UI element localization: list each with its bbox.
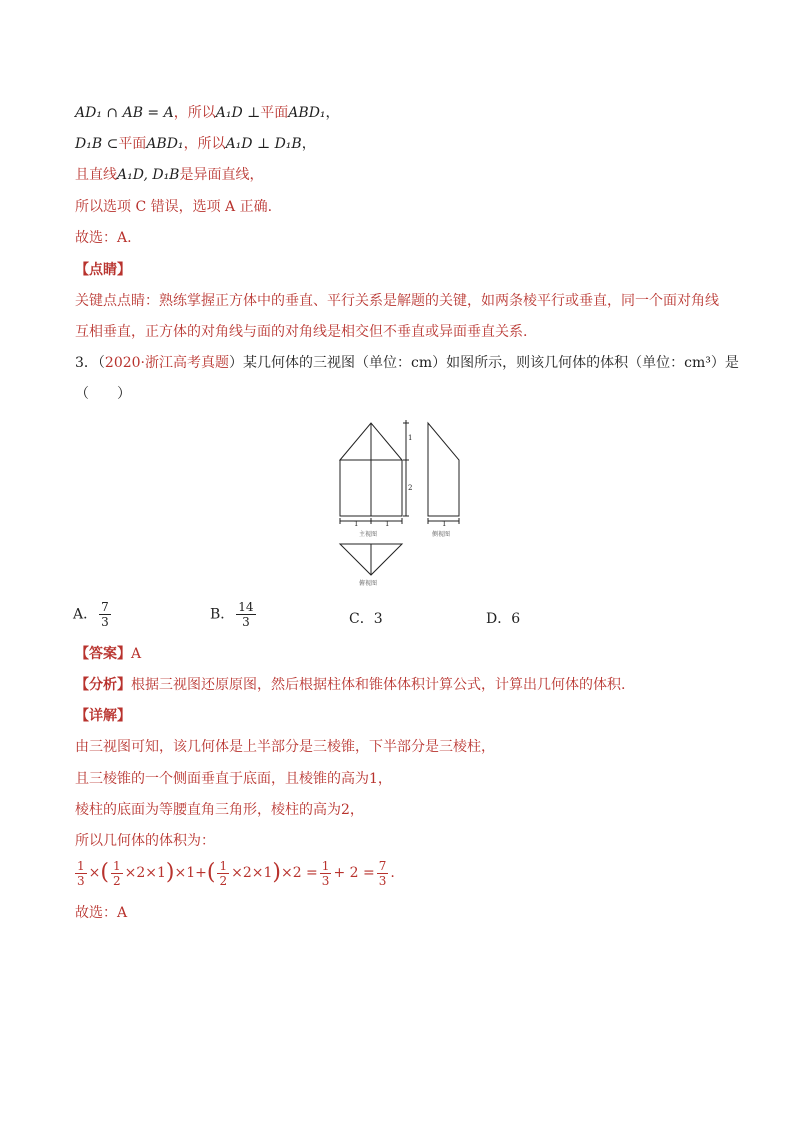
three-view-figure [330, 418, 470, 593]
expr: ×2×1 [124, 865, 166, 881]
paren: ( [100, 860, 109, 885]
math-expr: ABD₁ [146, 136, 184, 152]
side-view [428, 423, 459, 524]
text: 棱柱的底面为等腰直角三角形，棱柱的高为 [75, 802, 341, 818]
numerator: 1 [77, 858, 85, 873]
number: 1 [369, 771, 378, 787]
denominator: 3 [321, 873, 330, 888]
text-line-3 [75, 166, 735, 184]
expr: ×1+ [174, 865, 207, 881]
math-expr: AD₁ ∩ AB = A [75, 105, 174, 121]
math-expr: A₁D ⊥ [215, 105, 261, 121]
text: ，所以 [183, 136, 226, 152]
volume-formula [73, 856, 733, 890]
text: 且直线 [75, 167, 117, 183]
text: 且三棱锥的一个侧面垂直于底面，且棱锥的高为 [75, 771, 369, 787]
option-b-label: B． [210, 606, 235, 623]
dim-label-w2: 1 [385, 520, 390, 528]
text: ）某几何体的三视图（单位：cm）如图所示，则该几何体的体积（单位：cm³）是 [229, 355, 739, 371]
side-view-label: 侧视图 [432, 531, 451, 538]
numerator: 14 [238, 600, 254, 614]
dim-label-h2: 2 [408, 484, 413, 492]
period: . [390, 865, 395, 881]
text: ，所以 [173, 105, 216, 121]
side-view-shape [428, 423, 459, 516]
numerator: 1 [112, 858, 121, 873]
analysis-text: 根据三视图还原原图，然后根据柱体和锥体体积计算公式，计算出几何体的体积. [131, 677, 626, 693]
paren: ( [206, 860, 216, 885]
denominator: 2 [219, 873, 228, 888]
denominator: 3 [378, 873, 387, 888]
option-d[interactable]: D．6 [486, 611, 521, 627]
frac-1-2 [111, 859, 123, 888]
text: 平面 [118, 136, 147, 152]
dim-label-w1: 1 [354, 520, 359, 528]
paren: ) [272, 860, 281, 885]
text: 是异面直线， [179, 167, 264, 183]
analysis-tag: 【分析】 [75, 677, 131, 693]
top-view-label: 俯视图 [359, 580, 378, 587]
answer-tag: 【答案】 [75, 646, 131, 662]
frac-1-3 [75, 859, 87, 888]
section-tag-dianjing: 【点睛】 [75, 262, 131, 278]
frac-1-2 [217, 859, 229, 888]
option-a-label: A． [73, 606, 98, 623]
detail-line-1: 由三视图可知，该几何体是上半部分是三棱锥，下半部分是三棱柱， [75, 739, 495, 755]
text: 平面 [260, 105, 289, 121]
expr: + 2 = [333, 865, 375, 881]
frac-1-3 [320, 859, 332, 888]
final-answer-line: 故选：A [75, 905, 128, 921]
answer-line [75, 645, 735, 663]
top-view [340, 544, 402, 575]
analysis-line [75, 676, 735, 694]
text-line-2 [75, 135, 735, 153]
denominator: 3 [242, 615, 250, 629]
text: ， [349, 802, 364, 818]
denominator: 3 [101, 615, 109, 629]
front-view [340, 420, 409, 524]
detail-line-4: 所以几何体的体积为： [75, 833, 215, 849]
option-b-fraction [236, 600, 255, 629]
detail-line-3 [75, 801, 735, 819]
number: 2 [341, 802, 350, 818]
math-expr: A₁D, D₁B [117, 167, 180, 183]
option-a[interactable] [73, 600, 113, 629]
math-expr: A₁D ⊥ D₁B [225, 136, 302, 152]
question-3-line-1 [75, 354, 739, 372]
text: ， [377, 771, 392, 787]
option-c[interactable]: C．3 [349, 611, 383, 627]
denominator: 3 [77, 873, 85, 888]
text-line-6: 关键点点睛：熟练掌握正方体中的垂直、平行关系是解题的关键，如两条棱平行或垂直，同一个面对角线 [75, 293, 719, 309]
dim-label-side: 1 [442, 520, 447, 528]
option-b[interactable] [210, 600, 258, 629]
numerator: 1 [321, 858, 330, 873]
denominator: 2 [112, 873, 121, 888]
text: 3．（ [75, 355, 105, 371]
front-view-label: 主视图 [359, 531, 378, 538]
question-3-line-2: （ ） [75, 386, 131, 402]
numerator: 7 [101, 600, 109, 614]
paren: ) [165, 860, 175, 885]
math-expr: ABD₁ [288, 105, 326, 121]
text: ， [325, 105, 340, 121]
numerator: 1 [219, 858, 228, 873]
operator: × [88, 865, 101, 881]
question-source: 2020·浙江高考真题 [104, 355, 230, 371]
dimension-labels [354, 434, 412, 528]
detail-line-2 [75, 770, 735, 788]
numerator: 7 [378, 858, 387, 873]
text-line-7: 互相垂直，正方体的对角线与面的对角线是相交但不垂直或异面垂直关系. [75, 324, 528, 340]
text: ， [301, 136, 316, 152]
text-line-1 [75, 104, 735, 122]
option-a-fraction [99, 600, 111, 629]
math-expr: D₁B ⊂ [75, 136, 119, 152]
expr: ×2 = [280, 865, 318, 881]
dim-label-h1: 1 [408, 434, 413, 442]
text-line-4: 所以选项 C 错误，选项 A 正确. [75, 199, 273, 215]
expr: ×2×1 [231, 865, 273, 881]
text-line-5: 故选：A. [75, 230, 132, 246]
detail-tag: 【详解】 [75, 708, 131, 724]
answer-value: A [131, 646, 142, 662]
frac-7-3 [377, 859, 389, 888]
